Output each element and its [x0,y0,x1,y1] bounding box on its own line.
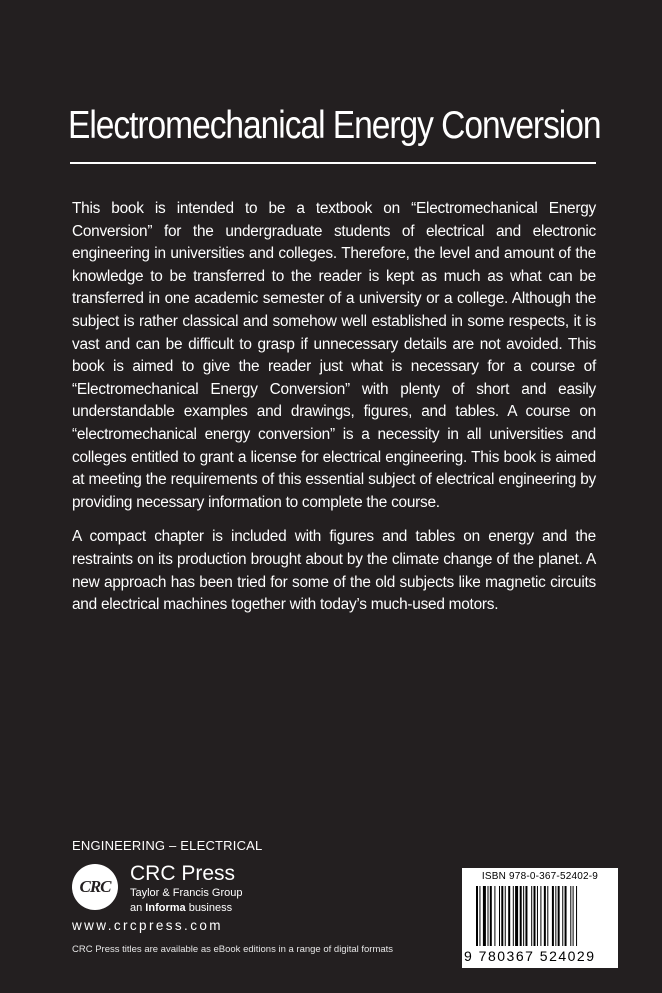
barcode-stripe [488,886,489,946]
barcode-stripe [570,886,571,946]
publisher-group: Taylor & Francis Group [130,887,243,899]
subject-category: ENGINEERING – ELECTRICAL [72,838,263,853]
barcode-stripe [576,886,577,946]
blurb [72,198,596,629]
barcode-stripe [531,886,532,946]
barcode-panel [462,868,618,968]
logo-text: CRC [79,877,111,896]
book-title: Electromechanical Energy Conversion [68,104,601,147]
barcode-stripe [555,886,556,946]
barcode-stripe [508,886,510,946]
tagline-prefix: an [130,902,146,914]
crc-logo-icon [72,864,118,910]
barcode-stripe [565,886,567,946]
barcode-stripe [544,886,546,946]
blurb-paragraph-1: This book is intended to be a textbook on “Electromechanical Energy Conversion” for the undergraduate students of electrical and electronic engineering in universities and colleges. Therefore, the level and amount of the knowledge to be transferred to the reader is kept as much as what can be transferred in one academic semester of a university or a college. Although the subject is rather classical and somehow well established in some respects, it is vast and can be difficult to grasp if unnecessary details are not avoided. This book is aimed to give the reader just what is necessary for a course of “Electromechanical Energy Conversion” with plenty of short and easily understandable examples and drawings, figures, and tables. A course on “electromechanical energy conversion” is a necessity in all universities and colleges entitled to grant a license for electrical engineering. This book is aimed at meeting the requirements of this essential subject of electrical engineering by providing necessary information to complete the course. [72,200,596,511]
barcode-icon [476,886,608,946]
barcode-stripe [520,886,522,946]
barcode-stripe [540,886,541,946]
barcode-stripe [476,886,478,946]
barcode-stripe [537,886,538,946]
ebook-note: CRC Press titles are available as eBook editions in a range of digital formats [72,944,394,955]
barcode-stripe [513,886,514,946]
barcode-stripe [558,886,560,946]
barcode-stripe [525,886,527,946]
title-divider [70,162,596,164]
barcode-stripe [573,886,574,946]
barcode-stripe [494,886,495,946]
publisher-tagline [130,902,232,914]
barcode-stripe [483,886,486,946]
barcode-stripe [523,886,524,946]
barcode-digits: 9 780367 524029 [464,948,596,964]
publisher-name: CRC Press [130,862,236,885]
barcode-stripe [499,886,500,946]
barcode-stripe [534,886,536,946]
barcode-stripe [547,886,548,946]
barcode-stripe [552,886,554,946]
barcode-stripe [501,886,503,946]
barcode-stripe [490,886,492,946]
publisher-url: www.crcpress.com [72,918,223,933]
tagline-suffix: business [185,902,233,914]
barcode-stripe [515,886,518,946]
tagline-informa: Informa [145,902,186,914]
barcode-stripe [562,886,563,946]
blurb-paragraph-2: A compact chapter is included with figures and tables on energy and the restraints on its production brought about by the climate change of the planet. A new approach has been tried for some of the old subjects like magnetic circuits and electrical machines together with today’s much-used motors. [72,528,596,614]
isbn-label: ISBN 978-0-367-52402-9 [481,871,599,882]
barcode-stripe [479,886,480,946]
barcode-stripe [505,886,506,946]
